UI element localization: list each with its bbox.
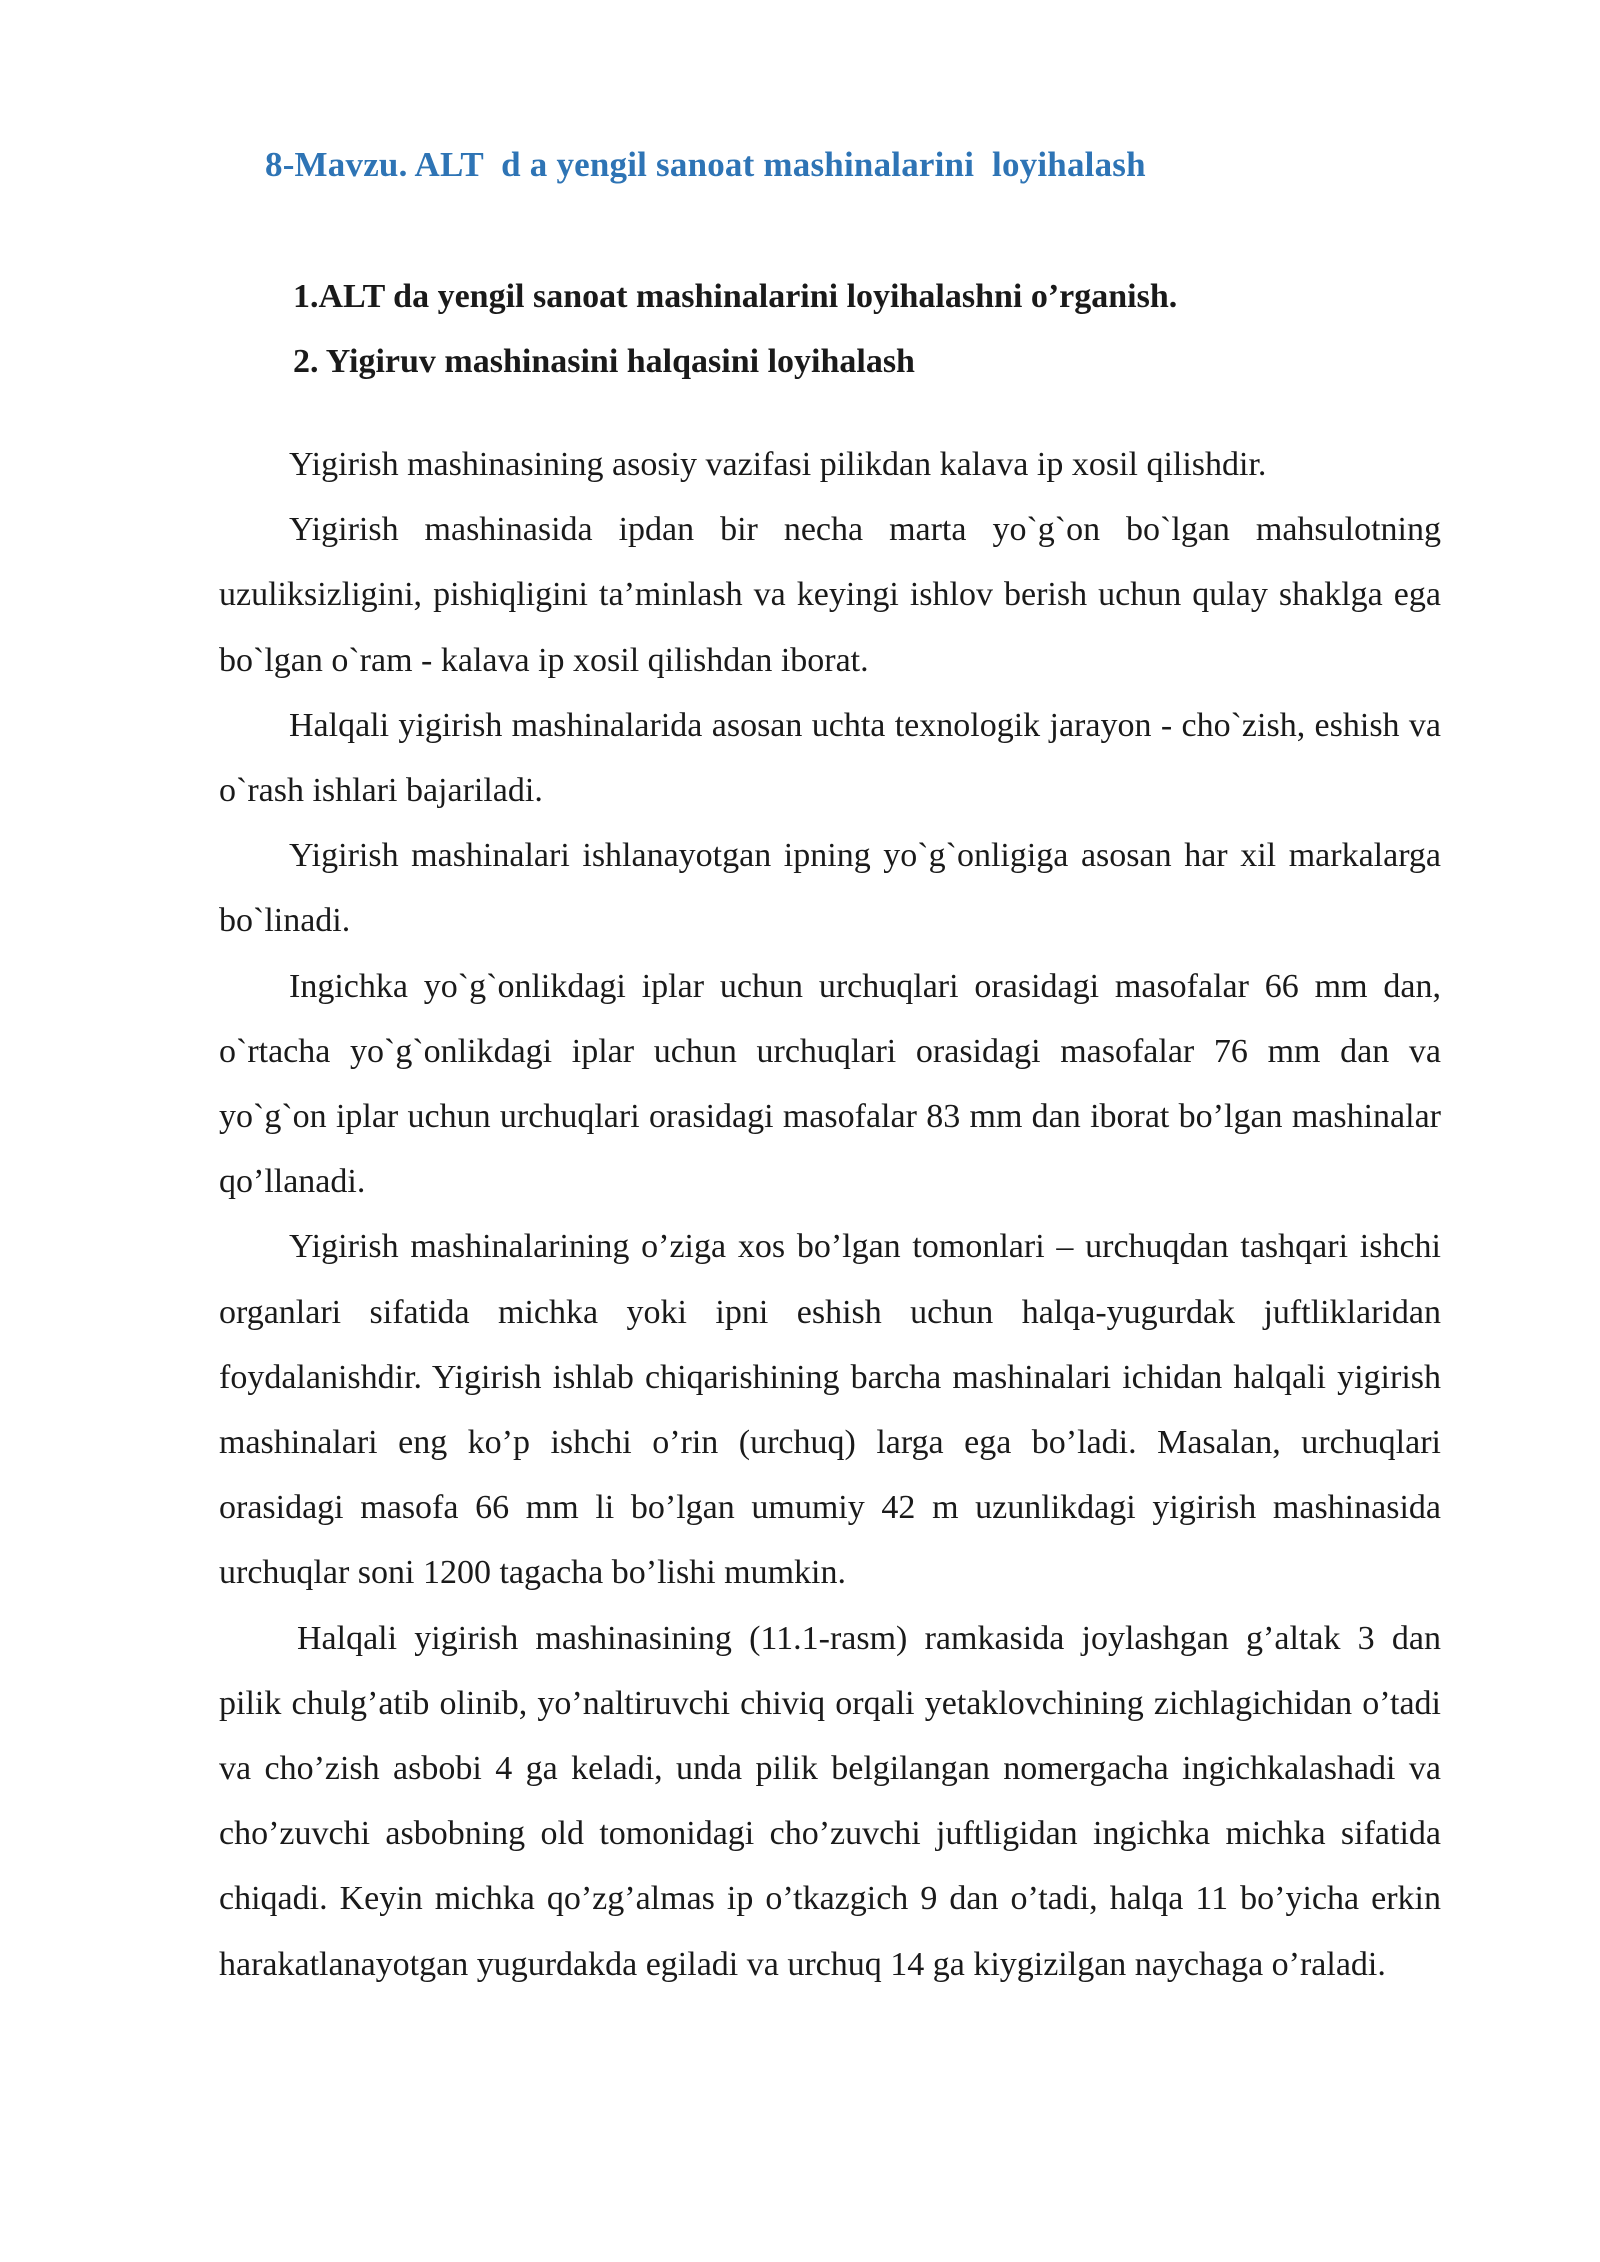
topic-list xyxy=(293,264,1177,394)
page-title: 8-Mavzu. ALT d a yengil sanoat mashinalarini loyihalash xyxy=(265,145,1146,184)
paragraph-6: Yigirish mashinalarining o’ziga xos bo’lgan tomonlari – urchuqdan tashqari ishchi organlari sifatida michka yoki ipni eshish uchun halqa-yugurdak juftliklaridan foydalanishdir. Yigirish ishlab chiqarishining barcha mashinalari ichidan halqali yigirish mashinalari eng ko’p ishchi o’rin (urchuq) larga ega bo’ladi. Masalan, urchuqlari orasidagi masofa 66 mm li bo’lgan umumiy 42 m uzunlikdagi yigirish mashinasida urchuqlar soni 1200 tagacha bo’lishi mumkin. xyxy=(219,1228,1441,1592)
topic-item-2: 2. Yigiruv mashinasini halqasini loyihalash xyxy=(293,343,915,380)
paragraph-1: Yigirish mashinasining asosiy vazifasi pilikdan kalava ip xosil qilishdir. xyxy=(289,446,1267,483)
paragraph-3: Halqali yigirish mashinalarida asosan uchta texnologik jarayon - cho`zish, eshish va o`rash ishlari bajariladi. xyxy=(219,706,1441,810)
paragraph-2: Yigirish mashinasida ipdan bir necha marta yo`g`on bo`lgan mahsulotning uzuliksizligini, pishiqligini ta’minlash va keyingi ishlov berish uchun qulay shaklga ega bo`lgan o`ram - kalava ip xosil qilishdan iborat. xyxy=(219,511,1441,679)
topic-item-1: 1.ALT da yengil sanoat mashinalarini loyihalashni o’rganish. xyxy=(293,278,1178,315)
paragraph-7: Halqali yigirish mashinasining (11.1-rasm) ramkasida joylashgan g’altak 3 dan pilik chulg’atib olinib, yo’naltiruvchi chiviq orqali yetaklovchining zichlagichidan o’tadi va cho’zish asbobi 4 ga keladi, unda pilik belgilangan nomergacha ingichkalashadi va cho’zuvchi asbobning old tomonidagi cho’zuvchi juftligidan ingichka michka sifatida chiqadi. Keyin michka qo’zg’almas ip o’tkazgich 9 dan o’tadi, halqa 11 bo’yicha erkin harakatlanayotgan yugurdakda egiladi va urchuq 14 ga kiygizilgan naychaga o’raladi. xyxy=(219,1619,1441,1983)
paragraph-5: Ingichka yo`g`onlikdagi iplar uchun urchuqlari orasidagi masofalar 66 mm dan, o`rtacha yo`g`onlikdagi iplar uchun urchuqlari orasidagi masofalar 76 mm dan va yo`g`on iplar uchun urchuqlari orasidagi masofalar 83 mm dan iborat bo’lgan mashinalar qo’llanadi. xyxy=(219,967,1441,1201)
paragraph-4: Yigirish mashinalari ishlanayotgan ipning yo`g`onligiga asosan har xil markalarga bo`linadi. xyxy=(219,837,1441,940)
body-text xyxy=(219,432,1441,1997)
